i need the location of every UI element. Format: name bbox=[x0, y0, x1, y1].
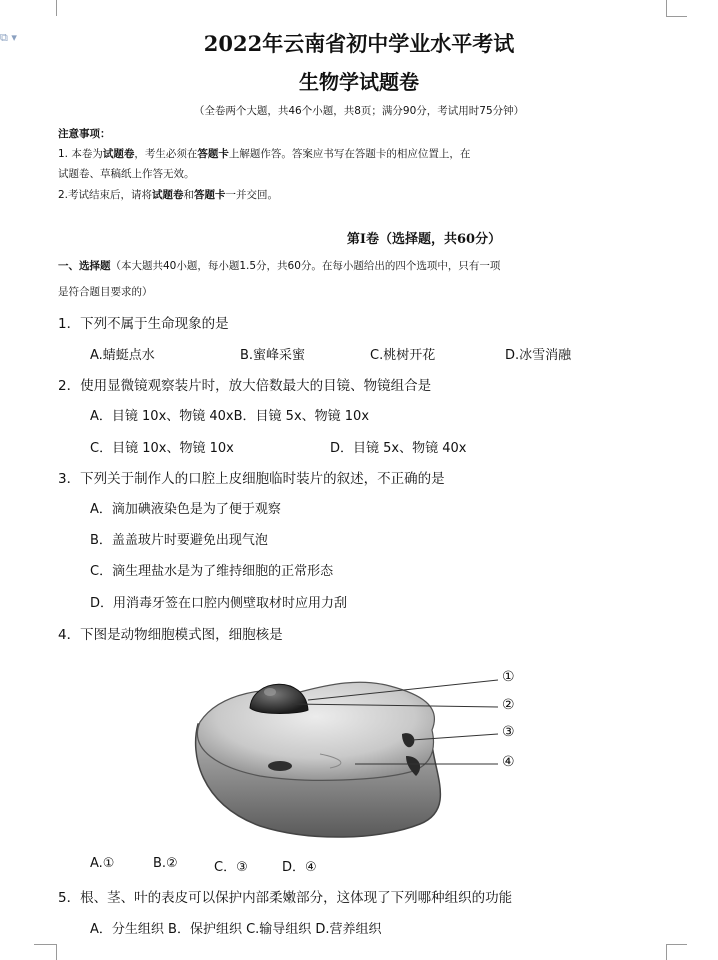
side-copy-icon[interactable]: ⧉ ▾ bbox=[0, 31, 17, 44]
question-3-option-b: B．盖盖玻片时要避免出现气泡 bbox=[90, 533, 268, 548]
animal-cell-figure bbox=[180, 664, 530, 839]
notice-emph: 试题卷 bbox=[102, 148, 135, 160]
page-corner-top-right bbox=[666, 0, 687, 17]
notice-line-2: 试题卷、草稿纸上作答无效。 bbox=[58, 168, 195, 180]
question-5-options: A．分生组织 B．保护组织 C.输导组织 D.营养组织 bbox=[90, 922, 382, 937]
notice-text: 1. 本卷为 bbox=[58, 148, 103, 160]
notice-text: 2.考试结束后，请将 bbox=[58, 189, 153, 201]
question-2-option-ab: A．目镜 10x、物镜 40xB．目镜 5x、物镜 10x bbox=[90, 409, 370, 424]
question-5-stem: 5．根、茎、叶的表皮可以保护内部柔嫩部分，这体现了下列哪种组织的功能 bbox=[58, 890, 513, 906]
question-4-option-b: B.② bbox=[153, 856, 178, 871]
question-1-option-c: C.桃树开花 bbox=[370, 348, 436, 363]
question-4-stem: 4．下图是动物细胞模式图，细胞核是 bbox=[58, 627, 283, 643]
page-title: 2022年云南省初中学业水平考试 bbox=[203, 31, 515, 56]
notice-text: 上解题作答。答案应书写在答题卡的相应位置上，在 bbox=[228, 148, 471, 160]
page-corner-top-left bbox=[56, 0, 57, 16]
figure-label-2: ② bbox=[502, 697, 515, 713]
exam-note: （全卷两个大题，共46个小题，共8页；满分90分，考试用时75分钟） bbox=[193, 105, 525, 117]
notice-heading: 注意事项： bbox=[58, 128, 111, 140]
nucleolus-highlight bbox=[264, 688, 276, 696]
question-3-option-d: D．用消毒牙签在口腔内侧壁取材时应用力刮 bbox=[90, 596, 348, 611]
cytoplasm-surface bbox=[197, 682, 434, 780]
page-corner-bottom-left bbox=[34, 944, 57, 960]
section-label: 一、选择题 bbox=[58, 260, 111, 272]
question-4-option-d: D．④ bbox=[282, 860, 317, 875]
organelle-3 bbox=[268, 761, 292, 771]
question-1-stem: 1．下列不属于生命现象的是 bbox=[58, 316, 229, 332]
notice-emph: 试题卷 bbox=[152, 189, 184, 201]
animal-cell-illustration bbox=[180, 664, 530, 839]
figure-label-4: ④ bbox=[502, 754, 515, 770]
section-text: （本大题共40小题，每小题1.5分，共60分。在每小题给出的四个选项中，只有一项 bbox=[110, 260, 501, 272]
page-subtitle: 生物学试题卷 bbox=[299, 70, 419, 94]
question-4-option-a: A.① bbox=[90, 856, 115, 871]
notice-emph: 答题卡 bbox=[197, 148, 229, 160]
notice-text: 一并交回。 bbox=[225, 189, 279, 201]
question-3-option-a: A．滴加碘液染色是为了便于观察 bbox=[90, 502, 281, 517]
question-3-stem: 3．下列关于制作人的口腔上皮细胞临时装片的叙述，不正确的是 bbox=[58, 471, 445, 487]
question-1-option-d: D.冰雪消融 bbox=[505, 348, 572, 363]
question-2-stem: 2．使用显微镜观察装片时，放大倍数最大的目镜、物镜组合是 bbox=[58, 378, 432, 394]
question-1-option-b: B.蜜峰采蜜 bbox=[240, 348, 306, 363]
notice-line-3 bbox=[58, 187, 278, 202]
section-instructions bbox=[58, 258, 500, 273]
question-2-option-c: C．目镜 10x、物镜 10x bbox=[90, 441, 234, 456]
notice-text: ，考生必须在 bbox=[134, 148, 198, 160]
question-4-option-c: C．③ bbox=[214, 860, 248, 875]
notice-line-1 bbox=[58, 146, 470, 161]
notice-text: 和 bbox=[183, 189, 195, 201]
question-1-option-a: A.蜻蜓点水 bbox=[90, 348, 155, 363]
section-title: 第Ⅰ卷（选择题，共60分） bbox=[346, 232, 502, 247]
figure-label-3: ③ bbox=[502, 724, 515, 740]
question-3-option-c: C．滴生理盐水是为了维持细胞的正常形态 bbox=[90, 564, 334, 579]
section-instructions-cont: 是符合题目要求的） bbox=[58, 286, 153, 298]
question-2-option-d: D．目镜 5x、物镜 40x bbox=[330, 441, 467, 456]
figure-label-1: ① bbox=[502, 669, 515, 685]
page-corner-bottom-right bbox=[666, 944, 687, 960]
notice-emph: 答题卡 bbox=[194, 189, 226, 201]
nucleus-shape bbox=[250, 684, 308, 713]
